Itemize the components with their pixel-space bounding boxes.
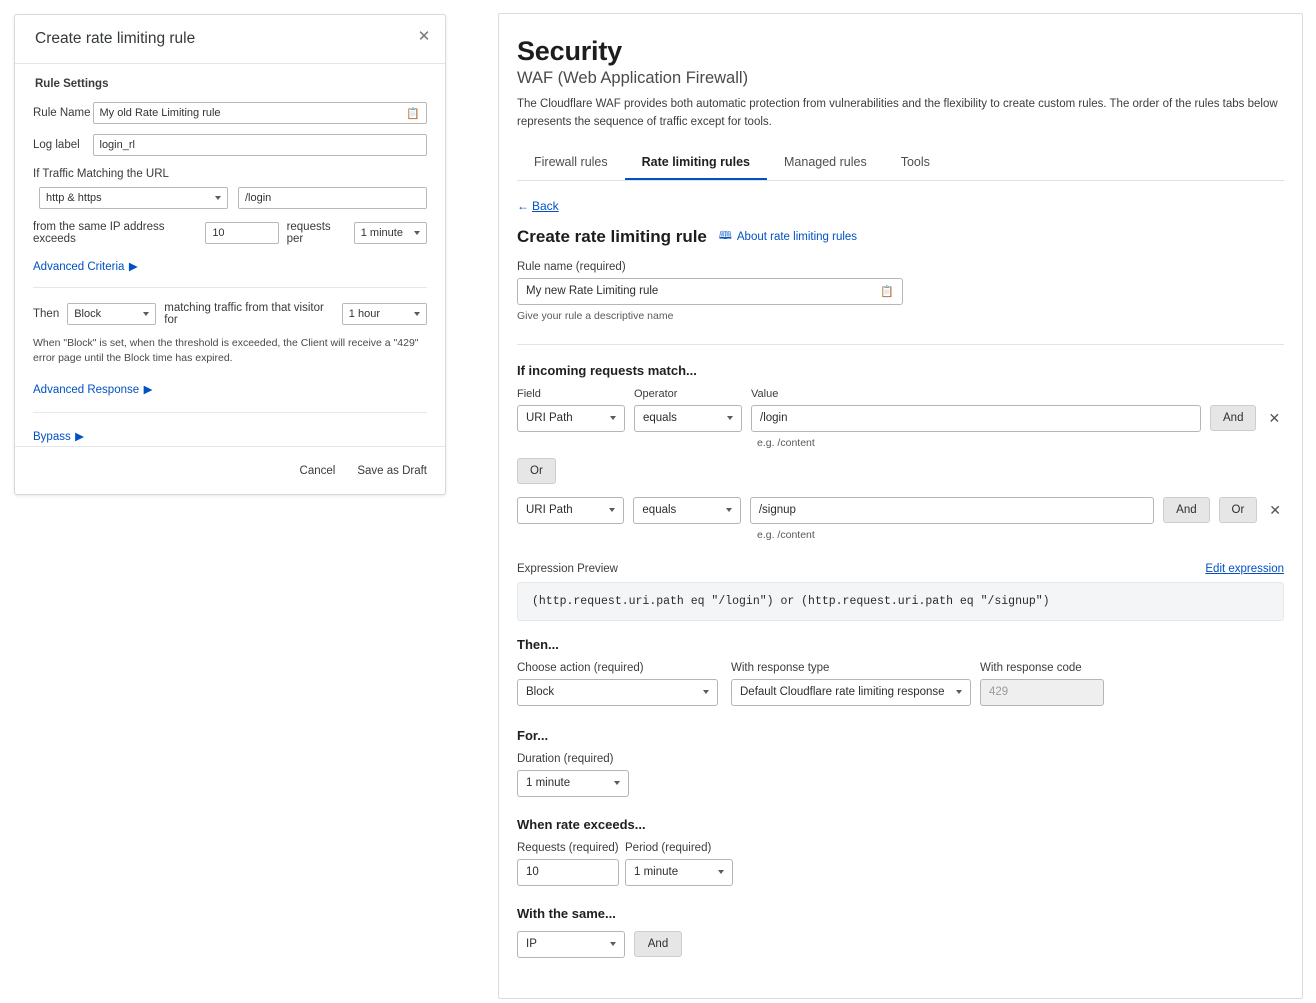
- section-divider: [517, 344, 1284, 345]
- condition-operator-value: equals: [643, 412, 677, 425]
- chevron-down-icon: [726, 508, 732, 512]
- condition-and-button[interactable]: And: [1163, 497, 1209, 523]
- triangle-right-icon[interactable]: ▶: [143, 384, 153, 397]
- legacy-url-input[interactable]: [238, 187, 427, 209]
- legacy-log-label-input[interactable]: [93, 134, 428, 156]
- legacy-scheme-select[interactable]: [39, 187, 228, 209]
- response-code-label: With response code: [980, 661, 1082, 674]
- response-code-input[interactable]: [980, 679, 1104, 706]
- chevron-down-icon: [414, 231, 420, 235]
- condition-value-helper: e.g. /content: [757, 528, 815, 541]
- characteristic-row: [517, 931, 1284, 958]
- rule-heading-row: [517, 227, 1284, 247]
- legacy-then-row: [33, 302, 427, 326]
- tab-rate-limiting-rules[interactable]: Rate limiting rules: [625, 146, 767, 180]
- tab-firewall-rules[interactable]: Firewall rules: [534, 154, 608, 169]
- duration-label: Duration (required): [517, 752, 614, 765]
- legacy-matching-text: matching traffic from that visitor for: [164, 302, 324, 326]
- response-code-value: 429: [989, 686, 1009, 699]
- condition-row: [517, 405, 1284, 432]
- page-description: The Cloudflare WAF provides both automatic protection from vulnerabilities and the flexibility to create custom rules. The order of the rules tabs below represents the sequence of traffic except for tools.: [517, 98, 1278, 128]
- tab-tools[interactable]: Tools: [900, 154, 930, 169]
- response-type-select[interactable]: [731, 679, 971, 706]
- condition-value-input[interactable]: [750, 497, 1154, 524]
- period-label: Period (required): [625, 841, 712, 854]
- legacy-rule-name-label: Rule Name: [33, 107, 91, 119]
- expression-preview-label: Expression Preview: [517, 562, 618, 575]
- legacy-requests-value: 10: [212, 227, 225, 239]
- rule-heading: Create rate limiting rule: [517, 226, 707, 246]
- period-select[interactable]: [625, 859, 733, 886]
- then-row: [517, 662, 1284, 706]
- col-operator-label: Operator: [634, 387, 678, 400]
- condition-field-select[interactable]: [517, 497, 624, 524]
- same-section-title: With the same...: [517, 905, 616, 921]
- match-section-title: If incoming requests match...: [517, 362, 697, 378]
- legacy-scheme-value: http & https: [46, 192, 102, 204]
- legacy-divider-1: [33, 287, 427, 288]
- chevron-down-icon: [143, 312, 149, 316]
- characteristic-value: IP: [526, 938, 537, 951]
- about-rate-limiting-link[interactable]: [719, 227, 857, 246]
- choose-action-label: Choose action (required): [517, 661, 644, 674]
- page-title: Security: [517, 36, 622, 66]
- condition-or-button[interactable]: Or: [1219, 497, 1258, 523]
- condition-value-text: /signup: [758, 504, 796, 517]
- tab-bar: [517, 146, 1284, 181]
- clipboard-icon[interactable]: 📋: [880, 285, 894, 298]
- col-field-label: Field: [517, 387, 541, 400]
- book-icon: 🕮: [718, 230, 732, 243]
- condition-field-value: URI Path: [526, 504, 573, 517]
- period-value: 1 minute: [634, 866, 679, 879]
- condition-row: [517, 497, 1284, 524]
- legacy-log-label-value: login_rl: [99, 139, 135, 151]
- then-section-title: Then...: [517, 636, 559, 652]
- bypass-link[interactable]: Bypass: [33, 431, 71, 444]
- dialog-footer: [15, 446, 445, 494]
- condition-value-text: /login: [760, 412, 788, 425]
- advanced-response-link[interactable]: Advanced Response: [33, 384, 140, 397]
- dialog-body: [15, 64, 445, 451]
- save-as-draft-button[interactable]: Save as Draft: [357, 464, 427, 477]
- rule-settings-label: Rule Settings: [35, 78, 109, 90]
- chevron-down-icon: [414, 312, 420, 316]
- requests-value: 10: [526, 866, 539, 879]
- for-section-title: For...: [517, 727, 549, 743]
- back-label: Back: [532, 198, 559, 213]
- legacy-requests-input[interactable]: [205, 222, 278, 244]
- duration-select[interactable]: [517, 770, 629, 797]
- legacy-log-label-row: [33, 134, 427, 156]
- characteristic-and-button[interactable]: And: [634, 931, 682, 957]
- triangle-right-icon[interactable]: ▶: [128, 261, 138, 273]
- cancel-button[interactable]: Cancel: [299, 464, 336, 477]
- legacy-action-value: Block: [74, 308, 102, 320]
- condition-field-select[interactable]: [517, 405, 625, 432]
- edit-expression-link[interactable]: Edit expression: [1205, 562, 1284, 575]
- legacy-rule-name-row: [33, 102, 427, 124]
- add-or-group-button[interactable]: Or: [517, 458, 556, 484]
- legacy-duration-value: 1 hour: [348, 308, 380, 320]
- about-link-label: About rate limiting rules: [736, 230, 858, 243]
- tab-managed-rules[interactable]: Managed rules: [784, 154, 867, 169]
- advanced-criteria-link[interactable]: Advanced Criteria: [33, 261, 125, 273]
- back-link[interactable]: [517, 199, 559, 213]
- chevron-down-icon: [718, 870, 724, 874]
- legacy-rule-name-input[interactable]: [93, 102, 428, 124]
- page-subtitle: WAF (Web Application Firewall): [517, 69, 749, 87]
- condition-value-input[interactable]: [751, 405, 1201, 432]
- chevron-down-icon: [727, 416, 733, 420]
- conditions-header: [517, 388, 1284, 400]
- legacy-period-value: 1 minute: [360, 227, 403, 239]
- legacy-rate-limit-dialog: [14, 14, 446, 495]
- rule-name-label: Rule name (required): [517, 260, 626, 273]
- dialog-header: [15, 15, 445, 64]
- requests-input[interactable]: [517, 859, 619, 886]
- clipboard-icon[interactable]: 📋: [406, 107, 420, 120]
- rate-row: [517, 842, 1284, 886]
- condition-remove-icon[interactable]: ✕: [1269, 501, 1281, 518]
- choose-action-select[interactable]: [517, 679, 718, 706]
- choose-action-value: Block: [526, 686, 555, 699]
- chevron-down-icon: [614, 781, 620, 785]
- chevron-down-icon: [215, 196, 221, 200]
- triangle-right-icon[interactable]: ▶: [75, 431, 85, 444]
- legacy-block-note: When "Block" is set, when the threshold is exceeded, the Client will receive a "429" error page until the Block time has expired.: [33, 337, 419, 365]
- legacy-url-row: [33, 187, 427, 209]
- legacy-threshold-row: [33, 221, 427, 245]
- response-type-label: With response type: [731, 661, 830, 674]
- legacy-url-match-label: If Traffic Matching the URL: [33, 168, 169, 180]
- legacy-duration-select[interactable]: [342, 303, 427, 325]
- chevron-down-icon: [703, 690, 709, 694]
- condition-remove-icon[interactable]: ✕: [1268, 409, 1281, 426]
- condition-value-helper: e.g. /content: [757, 436, 815, 449]
- legacy-rule-name-value: My old Rate Limiting rule: [99, 107, 221, 119]
- col-value-label: Value: [751, 387, 779, 400]
- expression-preview-box: (http.request.uri.path eq "/login") or (http.request.uri.path eq "/signup"): [517, 582, 1284, 621]
- response-type-value: Default Cloudflare rate limiting response: [740, 686, 945, 699]
- legacy-exceeds-text: from the same IP address exceeds: [33, 221, 165, 245]
- characteristic-select[interactable]: [517, 931, 625, 958]
- waf-panel: [498, 13, 1303, 999]
- legacy-divider-2: [33, 412, 427, 413]
- chevron-down-icon: [610, 942, 616, 946]
- legacy-requests-per-text: requests per: [286, 221, 331, 245]
- dialog-title: Create rate limiting rule: [35, 30, 196, 47]
- rule-name-input[interactable]: [517, 278, 903, 305]
- chevron-down-icon: [610, 416, 616, 420]
- legacy-url-value: /login: [245, 192, 272, 204]
- legacy-then-label: Then: [33, 308, 60, 320]
- legacy-log-label-label: Log label: [33, 139, 80, 151]
- arrow-left-icon: ←: [517, 198, 529, 213]
- close-icon[interactable]: ✕: [417, 28, 431, 45]
- condition-field-value: URI Path: [526, 412, 573, 425]
- chevron-down-icon: [956, 690, 962, 694]
- condition-operator-value: equals: [642, 504, 677, 517]
- requests-label: Requests (required): [517, 841, 619, 854]
- rate-section-title: When rate exceeds...: [517, 816, 646, 832]
- rule-name-helper: Give your rule a descriptive name: [517, 309, 674, 322]
- condition-and-button[interactable]: And: [1210, 405, 1256, 431]
- rule-name-value: My new Rate Limiting rule: [526, 285, 659, 298]
- chevron-down-icon: [609, 508, 615, 512]
- legacy-action-select[interactable]: [67, 303, 156, 325]
- condition-operator-select[interactable]: [633, 497, 740, 524]
- legacy-period-select[interactable]: [354, 222, 427, 244]
- condition-operator-select[interactable]: [634, 405, 742, 432]
- duration-value: 1 minute: [526, 777, 571, 790]
- expression-preview-header: [517, 563, 1284, 575]
